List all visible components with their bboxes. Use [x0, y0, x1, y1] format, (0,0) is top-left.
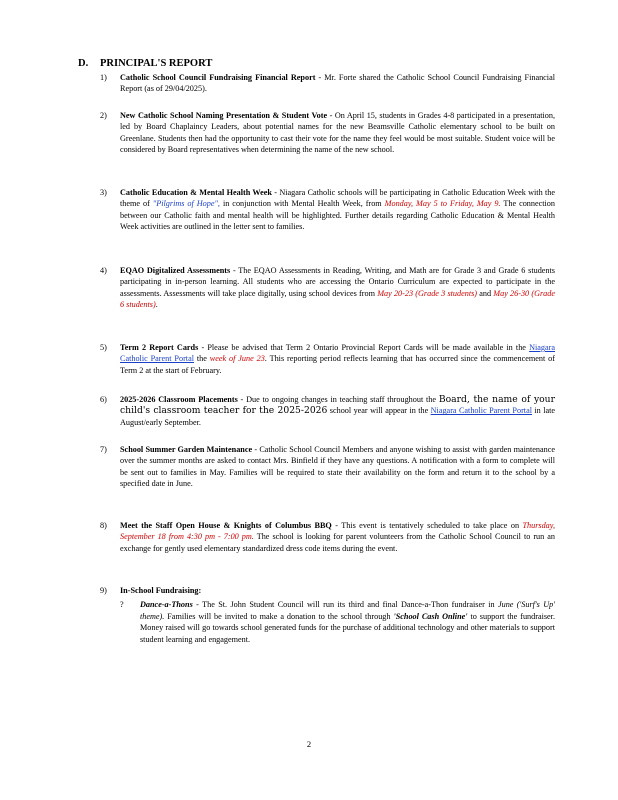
item-number: 1) — [100, 73, 107, 82]
item-text: - Mr. Forte shared the Catholic School Council Fundraising Financial Report (as of 29/04/2025). — [120, 73, 555, 94]
sub-item-title: Dance-a-Thons — [140, 600, 193, 610]
item-title: In-School Fundraising: — [120, 586, 202, 595]
item-number: 3) — [100, 188, 107, 197]
section-letter: D. — [78, 58, 89, 69]
page-number: 2 — [306, 739, 312, 749]
item-text: . — [155, 300, 158, 310]
item-text: . This reporting period reflects learning that has occurred since the commencement of Term 2 at the start of February. — [120, 354, 555, 375]
report-item-4 — [100, 265, 555, 311]
item-text: the — [193, 354, 210, 364]
item-title: Catholic Education & Mental Health Week — [120, 188, 272, 197]
report-item-6 — [100, 394, 555, 428]
bullet-icon: ? — [120, 600, 124, 610]
report-item-5 — [100, 342, 555, 376]
item-text: in conjunction with Mental Health Week, from — [219, 199, 385, 209]
report-card-date: week of June 23 — [209, 354, 265, 364]
item-text: - The St. John Student Council will run its third and final Dance-a-Thon fundraiser in — [192, 600, 498, 610]
item-text: The school is looking for parent volunteers from the Catholic School Council to run an exchange for gently used elementary standardized dress code items during the event. — [120, 532, 555, 553]
item-text: The connection between our Catholic faith and mental health will be highlighted. Further details regarding Catholic Education & Mental Health Week activities are outlined in the letter sent to families. — [120, 199, 555, 232]
grade6-dates: May 26-30 (Grade 6 students) — [120, 288, 556, 310]
item-text: - On April 15, students in Grades 4-8 participated in a presentation, led by Board Chaplaincy Leaders, about potential names for the new Beamsville Catholic elementary school to be built on Greenlane. Students then had the opportunity to cast their vote for the name they feel would be most suitable. Student voice will be considered by Board representatives when determining the name of the new school. — [120, 111, 556, 155]
item-number: 2) — [100, 111, 107, 120]
item-number: 4) — [100, 266, 107, 275]
item-number: 7) — [100, 445, 107, 454]
section-title: PRINCIPAL'S REPORT — [100, 58, 213, 69]
report-item-8 — [100, 520, 555, 554]
item-title: 2025-2026 Classroom Placements — [120, 395, 238, 404]
item-text: school year will appear in the — [327, 406, 431, 416]
item-text: - Catholic School Council Members and anyone wishing to assist with garden maintenance over the summer months are asked to contact Mrs. Binfield if they have any questions. A notification with a form to complete will be sent out to families in May. Families will be required to state their availability on the form and return it to the school by a specified date in June. — [120, 445, 555, 489]
report-item-3 — [100, 187, 555, 233]
report-item-2 — [100, 110, 555, 156]
item-number: 8) — [100, 521, 107, 530]
item-text: - Due to ongoing changes in teaching staff throughout the — [237, 395, 439, 404]
theme-text: June ('Surf's Up' theme). — [140, 600, 556, 621]
item-text-large: Board, the name of your child's classroom teacher for the 2025-2026 — [120, 394, 555, 417]
item-text: - The EQAO Assessments in Reading, Writing, and Math are for Grade 3 and Grade 6 students participating in in-person learning. All students who are accessing the Ontario Curriculum are expected to participate in the assessments. Assessments will take place digitally, using school devices from — [120, 266, 555, 298]
item-title: Catholic School Council Fundraising Financial Report — [120, 73, 316, 82]
item-title: New Catholic School Naming Presentation & Student Vote — [120, 111, 328, 120]
report-item-1 — [100, 72, 555, 95]
grade3-dates: May 20-23 (Grade 3 students) — [377, 288, 478, 298]
event-date: Thursday, September 18 from 4:30 pm - 7:00 pm. — [120, 521, 555, 542]
report-item-7 — [100, 444, 555, 490]
parent-portal-link[interactable]: Niagara Catholic Parent Portal — [120, 343, 555, 364]
report-item-9 — [100, 585, 555, 645]
item-title: Meet the Staff Open House & Knights of Columbus BBQ — [120, 521, 332, 530]
item-text: to support the fundraiser. Money raised will go towards school generated funds for the purchase of additional technology and other materials to support student learning and engagement. — [140, 611, 556, 644]
item-title: EQAO Digitalized Assessments — [120, 266, 231, 275]
bullet-item — [120, 599, 555, 645]
event-dates: Monday, May 5 to Friday, May 9. — [384, 199, 501, 209]
item-text: - Niagara Catholic schools will be participating in Catholic Education Week with the theme of — [120, 188, 555, 209]
theme-text: "Pilgrims of Hope", — [152, 199, 220, 209]
item-text: in late August/early September. — [120, 406, 556, 427]
item-number: 6) — [100, 395, 107, 404]
item-number: 9) — [100, 586, 107, 595]
parent-portal-link[interactable]: Niagara Catholic Parent Portal — [430, 406, 532, 416]
item-text: - Please be advised that Term 2 Ontario Provincial Report Cards will be made available in the — [198, 343, 530, 352]
item-text: - This event is tentatively scheduled to take place on — [331, 521, 523, 530]
section-heading — [78, 58, 212, 69]
item-text: Families will be invited to make a donation to the school through — [164, 611, 394, 621]
item-title: School Summer Garden Maintenance — [120, 445, 253, 454]
item-number: 5) — [100, 343, 107, 352]
platform-name: 'School Cash Online' — [393, 611, 468, 621]
item-title: Term 2 Report Cards — [120, 343, 199, 352]
item-text: and — [477, 288, 494, 298]
